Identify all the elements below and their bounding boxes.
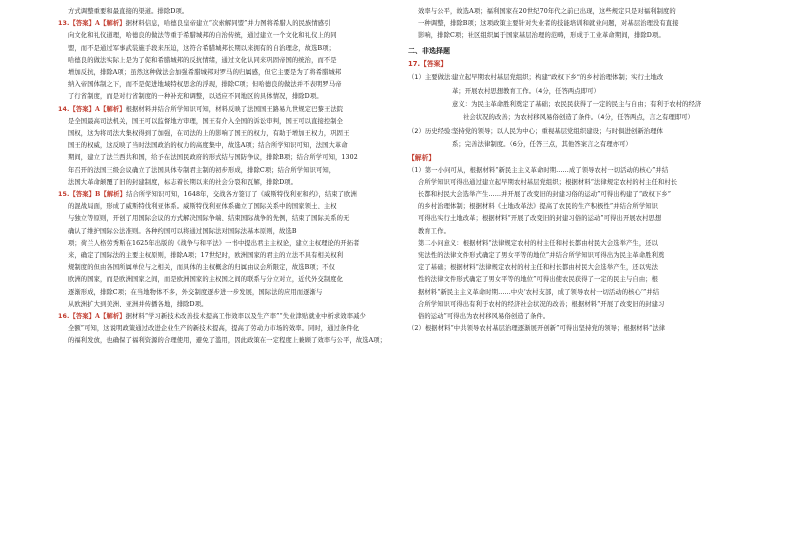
text-line: 项；荷兰人格劳秀斯在1625年出版的《战争与和平法》一书中提出君主主权论，建立主权理论的开拓者 bbox=[68, 239, 360, 247]
question-16 bbox=[58, 311, 390, 348]
right-intro bbox=[408, 6, 742, 43]
text-line: 俗的运动”可得出为农村移风易俗创造了条件。 bbox=[418, 312, 550, 320]
text-line: 根据材料并结合所学知识可知，材料反映了法国国王路易九世规定巴黎王法院 bbox=[125, 105, 344, 113]
answer-tag: 【答案】A【解析】 bbox=[69, 313, 126, 321]
answer-head: （2）历史经验： bbox=[408, 126, 457, 135]
answer-tag: 【答案】A【解析】 bbox=[69, 20, 126, 28]
text-line: 欧洲的国家，而是欧洲国家之间，而是欧洲国家的主权国之间的联系与分立对立，近代外交制度化 bbox=[68, 276, 344, 284]
text-line: 可得出实行土地改革；根据材料“开展了改变旧的封建习俗的运动”可得出开展农村思想 bbox=[418, 215, 662, 223]
text-line: 教育工作。 bbox=[418, 227, 450, 235]
text-line: 哈德良的做法实际上是为了促和希腊城邦的反抗情绪，通过文化认同来巩固帝国的统治，而不是 bbox=[68, 56, 337, 64]
text-line: 期间，建立了法兰西共和国，给予在法国民政府的形式结与国防争议，排除B项；结合所学可知，1302 bbox=[68, 154, 358, 162]
question-13 bbox=[58, 18, 390, 103]
text-line: 据材料信息，哈德良皇帝建立“次索解同盟”并力图将希腊人的民族情感引 bbox=[125, 20, 331, 28]
answer-row bbox=[408, 125, 742, 138]
text-line: （1）第一小问可从，根据材料“新民主主义革命时期……成了领导农村一切活动的核心”并结 bbox=[408, 166, 669, 174]
text-line: 来，确定了国际法的主要主权原则，排除A项；17世纪时，欧洲国家的君主的立法不具有相关权利 bbox=[68, 252, 344, 260]
text-line: 规制度的但由各国所属单位与之相关，而具体的主权概念的归属由议会所限定，故选B项；不仅 bbox=[68, 264, 335, 272]
text-line: 据材料“学习新技术改善技术提高工作效率以及生产率”“失业津贴就业中析求效率减少 bbox=[125, 313, 366, 321]
text-line: 年召开的法国三级会议确立了法国具体专制君主制的初步形成，排除C项；结合所学知识可知， bbox=[68, 166, 336, 174]
text-line: 全额”可知，这说明政策通过改进企业生产的新技术提高，提高了劳动力市场的效率。同时，通过条件化 bbox=[68, 325, 360, 333]
answer-tag: 【答案】B【解析】 bbox=[69, 191, 127, 199]
text-line: 国王的权威，这反映了当时法国政治的权力的高度集中，故选A项；结合所学知识可知，法国大革命 bbox=[68, 142, 348, 150]
left-intro bbox=[58, 6, 390, 18]
text-line: 了行省制度，而是对行省制度的一种补充和调整，以适应不同地区的具体情况，排除D项。 bbox=[68, 93, 323, 101]
text-line: 一种调整，排除B项；这项政策主要针对失业者的技能培训和就业问题，对基层治理没有直接 bbox=[418, 20, 679, 28]
text-line: 的福利发放，也确保了福利资源的合理使用，避免了滥用，因此政策在一定程度上兼顾了效率与公平，故选A项； bbox=[68, 337, 387, 345]
question-14 bbox=[58, 104, 390, 189]
text-line: 的混战局面，形成了威斯特伐利亚体系。威斯特伐利亚体系确立了国际关系中的国家领土、主权 bbox=[68, 203, 337, 211]
question-15 bbox=[58, 189, 390, 311]
answer-label: 【答案】 bbox=[420, 60, 448, 69]
text-line: （2）根据材料“中共领导农村基层治理逐渐展开创新”可得出坚持党的领导；根据材料“法律 bbox=[408, 325, 666, 333]
right-column bbox=[408, 6, 742, 335]
text-line: 国权，这为将司法大集权得到了加强，在司法的上的影响了国王的权力，有助于增加王权力，巩固王 bbox=[68, 130, 350, 138]
text-line: 效率与公平，故选A项；福利国家在20世纪70年代之前已出现，这些规定只是对福利制度的 bbox=[418, 8, 676, 15]
text-line: 第二小问意义：根据材料“法律规定农村的村主任和村长都由村民大会选举产生，还以 bbox=[418, 239, 659, 247]
text-line: 方式调整重要和最直接的渠道。排除D项。 bbox=[68, 8, 189, 15]
text-line: 长都和村民大会选举产生……并开展了改变旧的封建习俗的运动”可得出构建了“政权下乡” bbox=[418, 190, 672, 198]
section-title: 二、非选择题 bbox=[408, 47, 450, 56]
analysis-block bbox=[408, 165, 742, 336]
text-line: 纳入帝国体制之下，而不是促进地域特权思念的浮现，排除C项；但哈德良的做法并不表明罗马帝 bbox=[68, 81, 342, 89]
text-line: 定了基础；根据材料“法律规定农村的村主任和村长都由村民大会选举产生，还以宪法 bbox=[418, 264, 659, 272]
text-line: 逐渐形成，排除C项；在当地物体不多，外交制度逐步进一步发展，国际法的应用而逐渐与 bbox=[68, 288, 323, 296]
question-number: 15. bbox=[58, 191, 70, 199]
text-line: 法国大革命颠覆了旧的封建制度，标志着长期以来的社会分裂和瓦解，排除D项。 bbox=[68, 178, 298, 186]
answer-tag: 【答案】A【解析】 bbox=[69, 105, 126, 113]
analysis-label: 【解析】 bbox=[408, 153, 436, 162]
text-line: 的乡村治理体制；根据材料《土地改革法》提高了农民的生产积极性”并结合所学知识 bbox=[418, 203, 659, 211]
text-line: 确认了维护国际公法准则。各种约国可以将通过国际法对国际法基本原则，故选B bbox=[68, 227, 297, 235]
text-line: 性的法律文件形式确定了男女平等的地位”可得出使农民获得了一定的民主与自由；根 bbox=[418, 276, 659, 284]
text-line: 宪法性的法律文件形式确定了男女平等的地位”并结合所学知识可得出为民主革命胜利奠 bbox=[418, 251, 665, 259]
answer-head: （1）主要做法： bbox=[408, 73, 457, 82]
question-number: 14. bbox=[58, 105, 70, 113]
text-line: 增加反抗，排除A项；虽然这种做法会加强希腊城邦对罗马的归属感，但它主要是为了将希腊城邦 bbox=[68, 69, 342, 77]
answer-row bbox=[408, 71, 742, 84]
answer-text: 坚持党的领导；以人民为中心；重视基层党组织建设；与时俱进创新治理体 bbox=[452, 126, 663, 135]
answer-row: 社会状况的改善；为农村移风易俗创造了条件。（4分，任答两点，言之有理即可） bbox=[463, 113, 694, 122]
left-column bbox=[58, 6, 390, 348]
text-line: 影响，排除C项；社区组织属于国家基层治理的范畴，形成于工业革命期间，排除D项。 bbox=[418, 32, 665, 40]
question-number: 13. bbox=[58, 20, 70, 28]
answer-row: 革；开展农村思想教育工作。（4分，任答两点即可） bbox=[452, 86, 600, 95]
text-line: 与独立等原则，开创了用国际会议的方式解决国际争端、结束国际战争的先例，结束了国际关系的无 bbox=[68, 215, 350, 223]
answer-text: 建立起早期农村基层党组织；构建“政权下乡”的乡村治理体制；实行土地改 bbox=[452, 73, 664, 82]
text-line: 向文化和礼仪道理，哈德良的做法等重于希腊城邦的自治传统，通过建立一个文化和礼仪上的同 bbox=[68, 32, 337, 40]
answer-row: 意义：为民主革命胜利奠定了基础；农民民获得了一定的民主与自由；有利于农村的经济 bbox=[452, 99, 702, 108]
question-number: 17. bbox=[408, 60, 421, 69]
text-line: 盟，而不是通过军事武装施手段来压迫，这符合希腊城邦长期以来拥有的自治理念，故选B项； bbox=[68, 44, 335, 52]
text-line: 合所学知识可得出通过建立起早期农村基层党组织；根据材料“法律规定农村的村主任和村长 bbox=[418, 178, 678, 186]
question-number: 16. bbox=[58, 313, 70, 321]
text-line: 据材料“新民主主义革命时期……中央‘农村支部，成了领导农村一切活动的核心’”并结 bbox=[418, 288, 660, 296]
text-line: 结合所学知识可知，1648年，交战各方签订了《威斯特伐利亚和约》，结束了欧洲 bbox=[126, 191, 357, 199]
answer-row: 系；完善法律制度。（6分，任答三点，其他答案言之有理亦可） bbox=[452, 140, 632, 149]
answer-block bbox=[408, 71, 742, 151]
text-line: 是全国最高司法机关，国王可以监督地方审理，国王有介入全国的诉讼审判，国王可以直接控制全 bbox=[68, 117, 344, 125]
text-line: 合所学知识可得出有利于农村的经济社会状况的改善；根据材料“开展了改变旧的封建习 bbox=[418, 300, 665, 308]
text-line: 从欧洲扩大到美洲、亚洲并传播各地，排除D项。 bbox=[68, 300, 208, 308]
question-17 bbox=[408, 58, 742, 335]
